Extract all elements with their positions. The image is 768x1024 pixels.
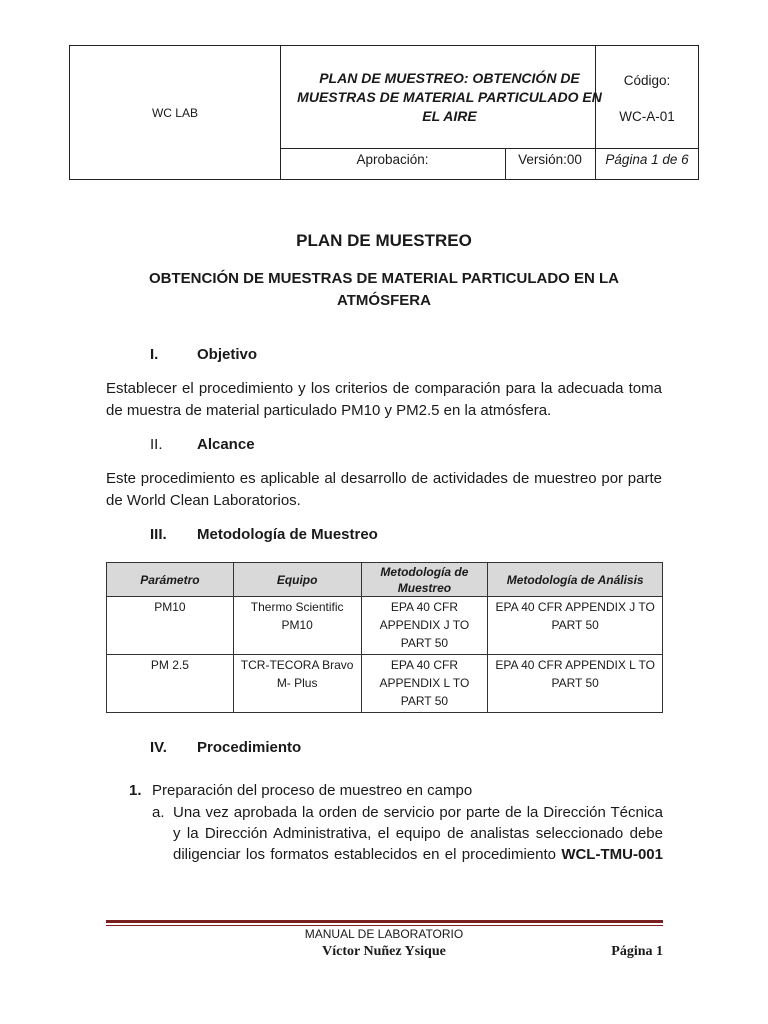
substep-letter: a. <box>152 804 165 821</box>
document-header <box>69 45 699 180</box>
header-title: PLAN DE MUESTREO: OBTENCIÓN DE MUESTRAS DE MATERIAL PARTICULADO EN EL AIRE <box>297 69 602 124</box>
footer-rule <box>106 920 663 923</box>
page-counter: Página 1 de 6 <box>605 151 689 167</box>
section-number: II. <box>150 436 163 453</box>
table-cell: EPA 40 CFR APPENDIX J TO PART 50 <box>488 597 663 655</box>
section-number: I. <box>150 346 159 363</box>
table-cell: TCR-TECORA Bravo M- Plus <box>233 655 361 713</box>
table-cell: Thermo Scientific PM10 <box>233 597 361 655</box>
procedure-code: WCL-TMU-001 <box>561 846 663 863</box>
section-number: III. <box>150 526 167 543</box>
approval-label: Aprobación: <box>356 151 429 167</box>
footer-page: Página 1 <box>611 944 663 959</box>
table-header-cell: Equipo <box>233 563 361 597</box>
table-header-cell: Metodología de Muestreo <box>361 563 488 597</box>
code-value: WC-A-01 <box>619 108 675 124</box>
table-row <box>107 597 663 655</box>
substep-text <box>173 802 663 865</box>
section-title: Objetivo <box>197 346 258 363</box>
footer-author: Víctor Nuñez Ysique <box>322 944 446 959</box>
table-cell: EPA 40 CFR APPENDIX J TO PART 50 <box>361 597 488 655</box>
section-text: Este procedimiento es aplicable al desarrollo de actividades de muestreo por parte de World Clean Laboratorios. <box>106 470 662 509</box>
document-title: PLAN DE MUESTREO <box>296 231 472 250</box>
section-title: Metodología de Muestreo <box>197 526 378 543</box>
methodology-table <box>106 562 663 713</box>
footer-rule <box>106 925 663 926</box>
table-cell: EPA 40 CFR APPENDIX L TO PART 50 <box>488 655 663 713</box>
document-subtitle: OBTENCIÓN DE MUESTRAS DE MATERIAL PARTICULADO EN LA ATMÓSFERA <box>148 270 619 309</box>
table-header-row <box>107 563 663 597</box>
table-header-cell: Metodología de Análisis <box>488 563 663 597</box>
table-cell: PM10 <box>107 597 234 655</box>
company-logo: WC LAB <box>151 105 198 120</box>
table-cell: PM 2.5 <box>107 655 234 713</box>
table-cell: EPA 40 CFR APPENDIX L TO PART 50 <box>361 655 488 713</box>
section-text: Establecer el procedimiento y los criterios de comparación para la adecuada toma de muestra de material particulado PM10 y PM2.5 en la atmósfera. <box>106 380 662 419</box>
version-label: Versión:00 <box>518 151 582 167</box>
table-header-cell: Parámetro <box>107 563 234 597</box>
footer-manual: MANUAL DE LABORATORIO <box>304 927 464 941</box>
code-label: Código: <box>623 72 671 88</box>
section-number: IV. <box>150 739 167 756</box>
step-text: Preparación del proceso de muestreo en campo <box>152 782 473 799</box>
section-title: Procedimiento <box>197 739 302 756</box>
substep-body: Una vez aprobada la orden de servicio por parte de la Dirección Técnica y la Dirección Administrativa, el equipo de analistas seleccionado debe diligenciar los formatos establecidos en el procedimiento <box>173 804 663 863</box>
step-number: 1. <box>129 782 142 799</box>
section-title: Alcance <box>197 436 255 453</box>
table-row <box>107 655 663 713</box>
